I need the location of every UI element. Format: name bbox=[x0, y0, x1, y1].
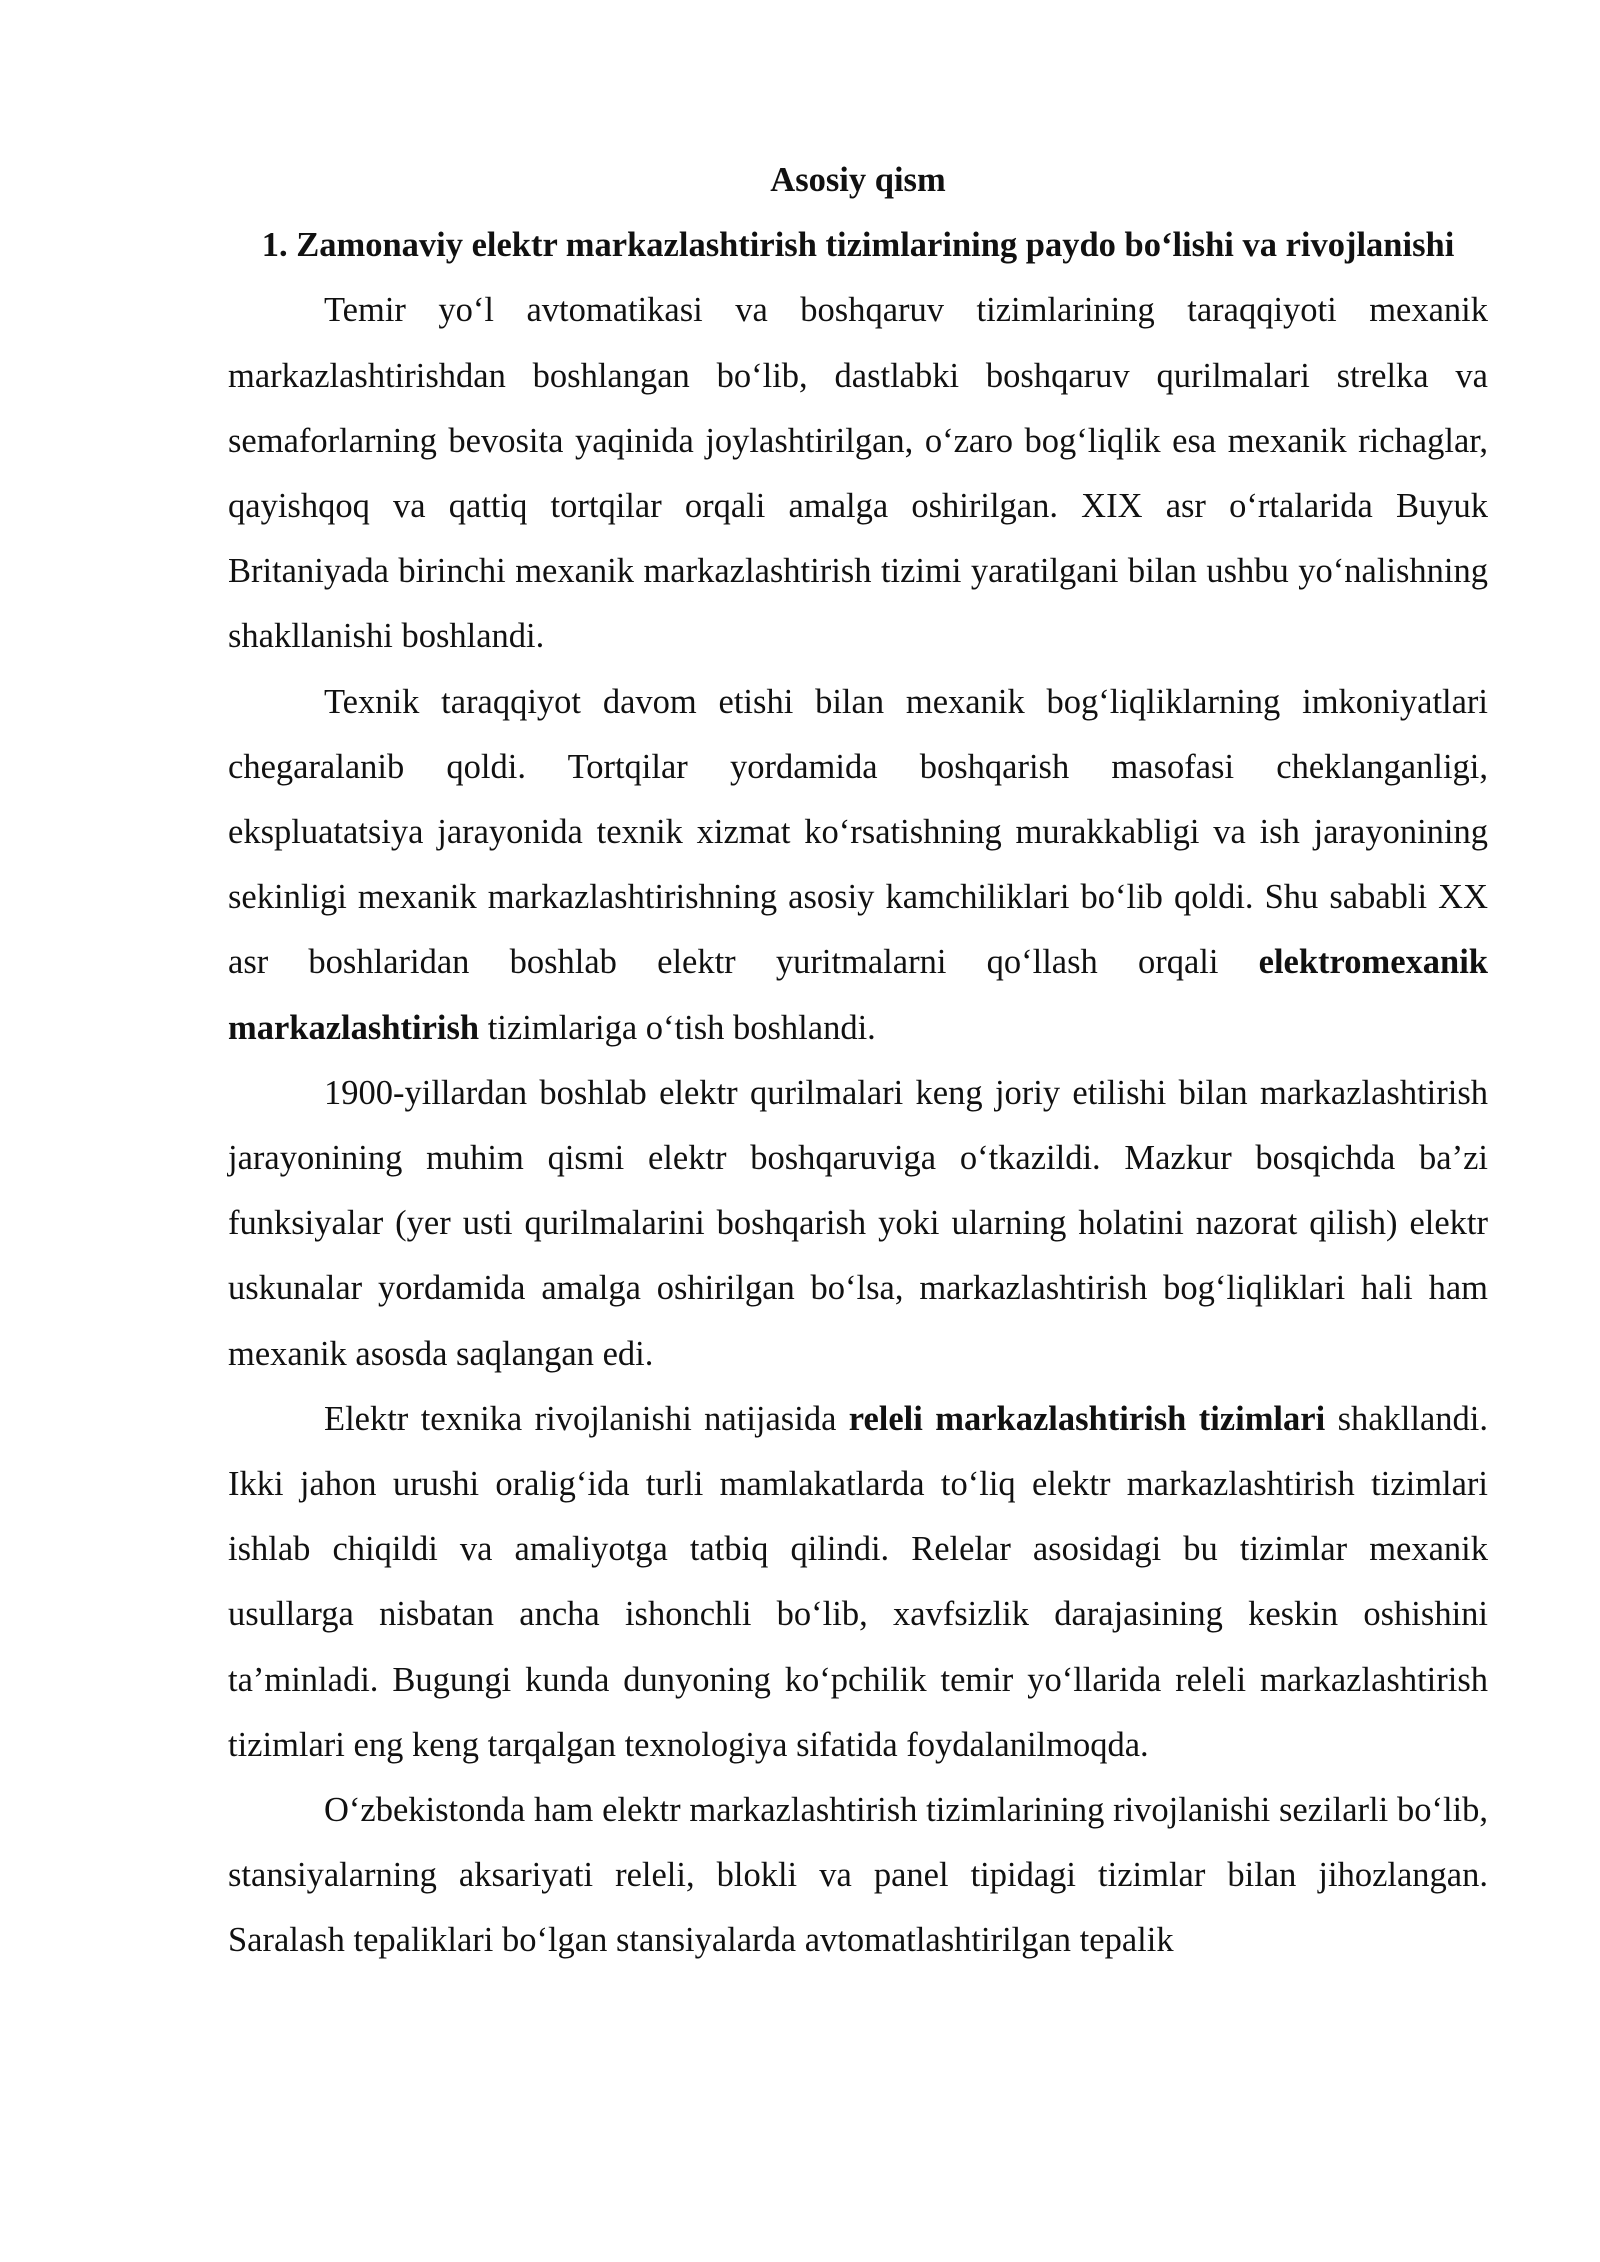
section-heading: Asosiy qism bbox=[770, 161, 946, 199]
paragraph-4 bbox=[228, 1387, 1488, 1778]
paragraph-2-bold-term: elektromexanik markazlashtirish bbox=[228, 943, 1488, 1047]
paragraph-4-bold-term: releli markazlashtirish tizimlari bbox=[848, 1399, 1326, 1438]
paragraph-2-text-after: tizimlariga o‘tish boshlandi. bbox=[479, 1008, 876, 1047]
paragraph-4-text-after: shakllandi. Ikki jahon urushi oralig‘ida turli mamlakatlarda to‘liq elektr markazlashtirish tizimlari ishlab chiqildi va amaliyotga tatbiq qilindi. Relelar asosidagi bu tizimlar mexanik usullarga nisbatan ancha ishonchli bo‘lib, xavfsizlik darajasining keskin oshishini ta’minladi. Bugungi kunda dunyoning ko‘pchilik temir yo‘llarida releli markazlashtirish tizimlari eng keng tarqalgan texnologiya sifatida foydalanilmoqda. bbox=[228, 1399, 1488, 1764]
paragraph-4-text-before: Elektr texnika rivojlanishi natijasida bbox=[324, 1399, 849, 1438]
chapter-title: 1. Zamonaviy elektr markazlashtirish tizimlarining paydo bo‘lishi va rivojlanishi bbox=[261, 226, 1455, 265]
document-page bbox=[228, 148, 1488, 1974]
paragraph-3: 1900-yillardan boshlab elektr qurilmalari keng joriy etilishi bilan markazlashtirish jarayonining muhim qismi elektr boshqaruviga o‘tkazildi. Mazkur bosqichda ba’zi funksiyalar (yer usti qurilmalarini boshqarish yoki ularning holatini nazorat qilish) elektr uskunalar yordamida amalga oshirilgan bo‘lsa, markazlashtirish bog‘liqliklari hali ham mexanik asosda saqlangan edi. bbox=[228, 1073, 1488, 1373]
paragraph-2-text-before: Texnik taraqqiyot davom etishi bilan mexanik bog‘liqliklarning imkoniyatlari chegaralanib qoldi. Tortqilar yordamida boshqarish masofasi cheklanganligi, ekspluatatsiya jarayonida texnik xizmat ko‘rsatishning murakkabligi va ish jarayonining sekinligi mexanik markazlashtirishning asosiy kamchiliklari bo‘lib qoldi. Shu sababli XX asr boshlaridan boshlab elektr yuritmalarni qo‘llash orqali bbox=[228, 682, 1488, 982]
paragraph-2 bbox=[228, 670, 1488, 1061]
paragraph-1: Temir yo‘l avtomatikasi va boshqaruv tizimlarining taraqqiyoti mexanik markazlashtirishdan boshlangan bo‘lib, dastlabki boshqaruv qurilmalari strelka va semaforlarning bevosita yaqinida joylashtirilgan, o‘zaro bog‘liqlik esa mexanik richaglar, qayishqoq va qattiq tortqilar orqali amalga oshirilgan. XIX asr o‘rtalarida Buyuk Britaniyada birinchi mexanik markazlashtirish tizimi yaratilgani bilan ushbu yo‘nalishning shakllanishi boshlandi. bbox=[228, 291, 1488, 656]
paragraph-5: O‘zbekistonda ham elektr markazlashtirish tizimlarining rivojlanishi sezilarli bo‘lib, stansiyalarning aksariyati releli, blokli va panel tipidagi tizimlar bilan jihozlangan. Saralash tepaliklari bo‘lgan stansiyalarda avtomatlashtirilgan tepalik bbox=[228, 1791, 1488, 1960]
